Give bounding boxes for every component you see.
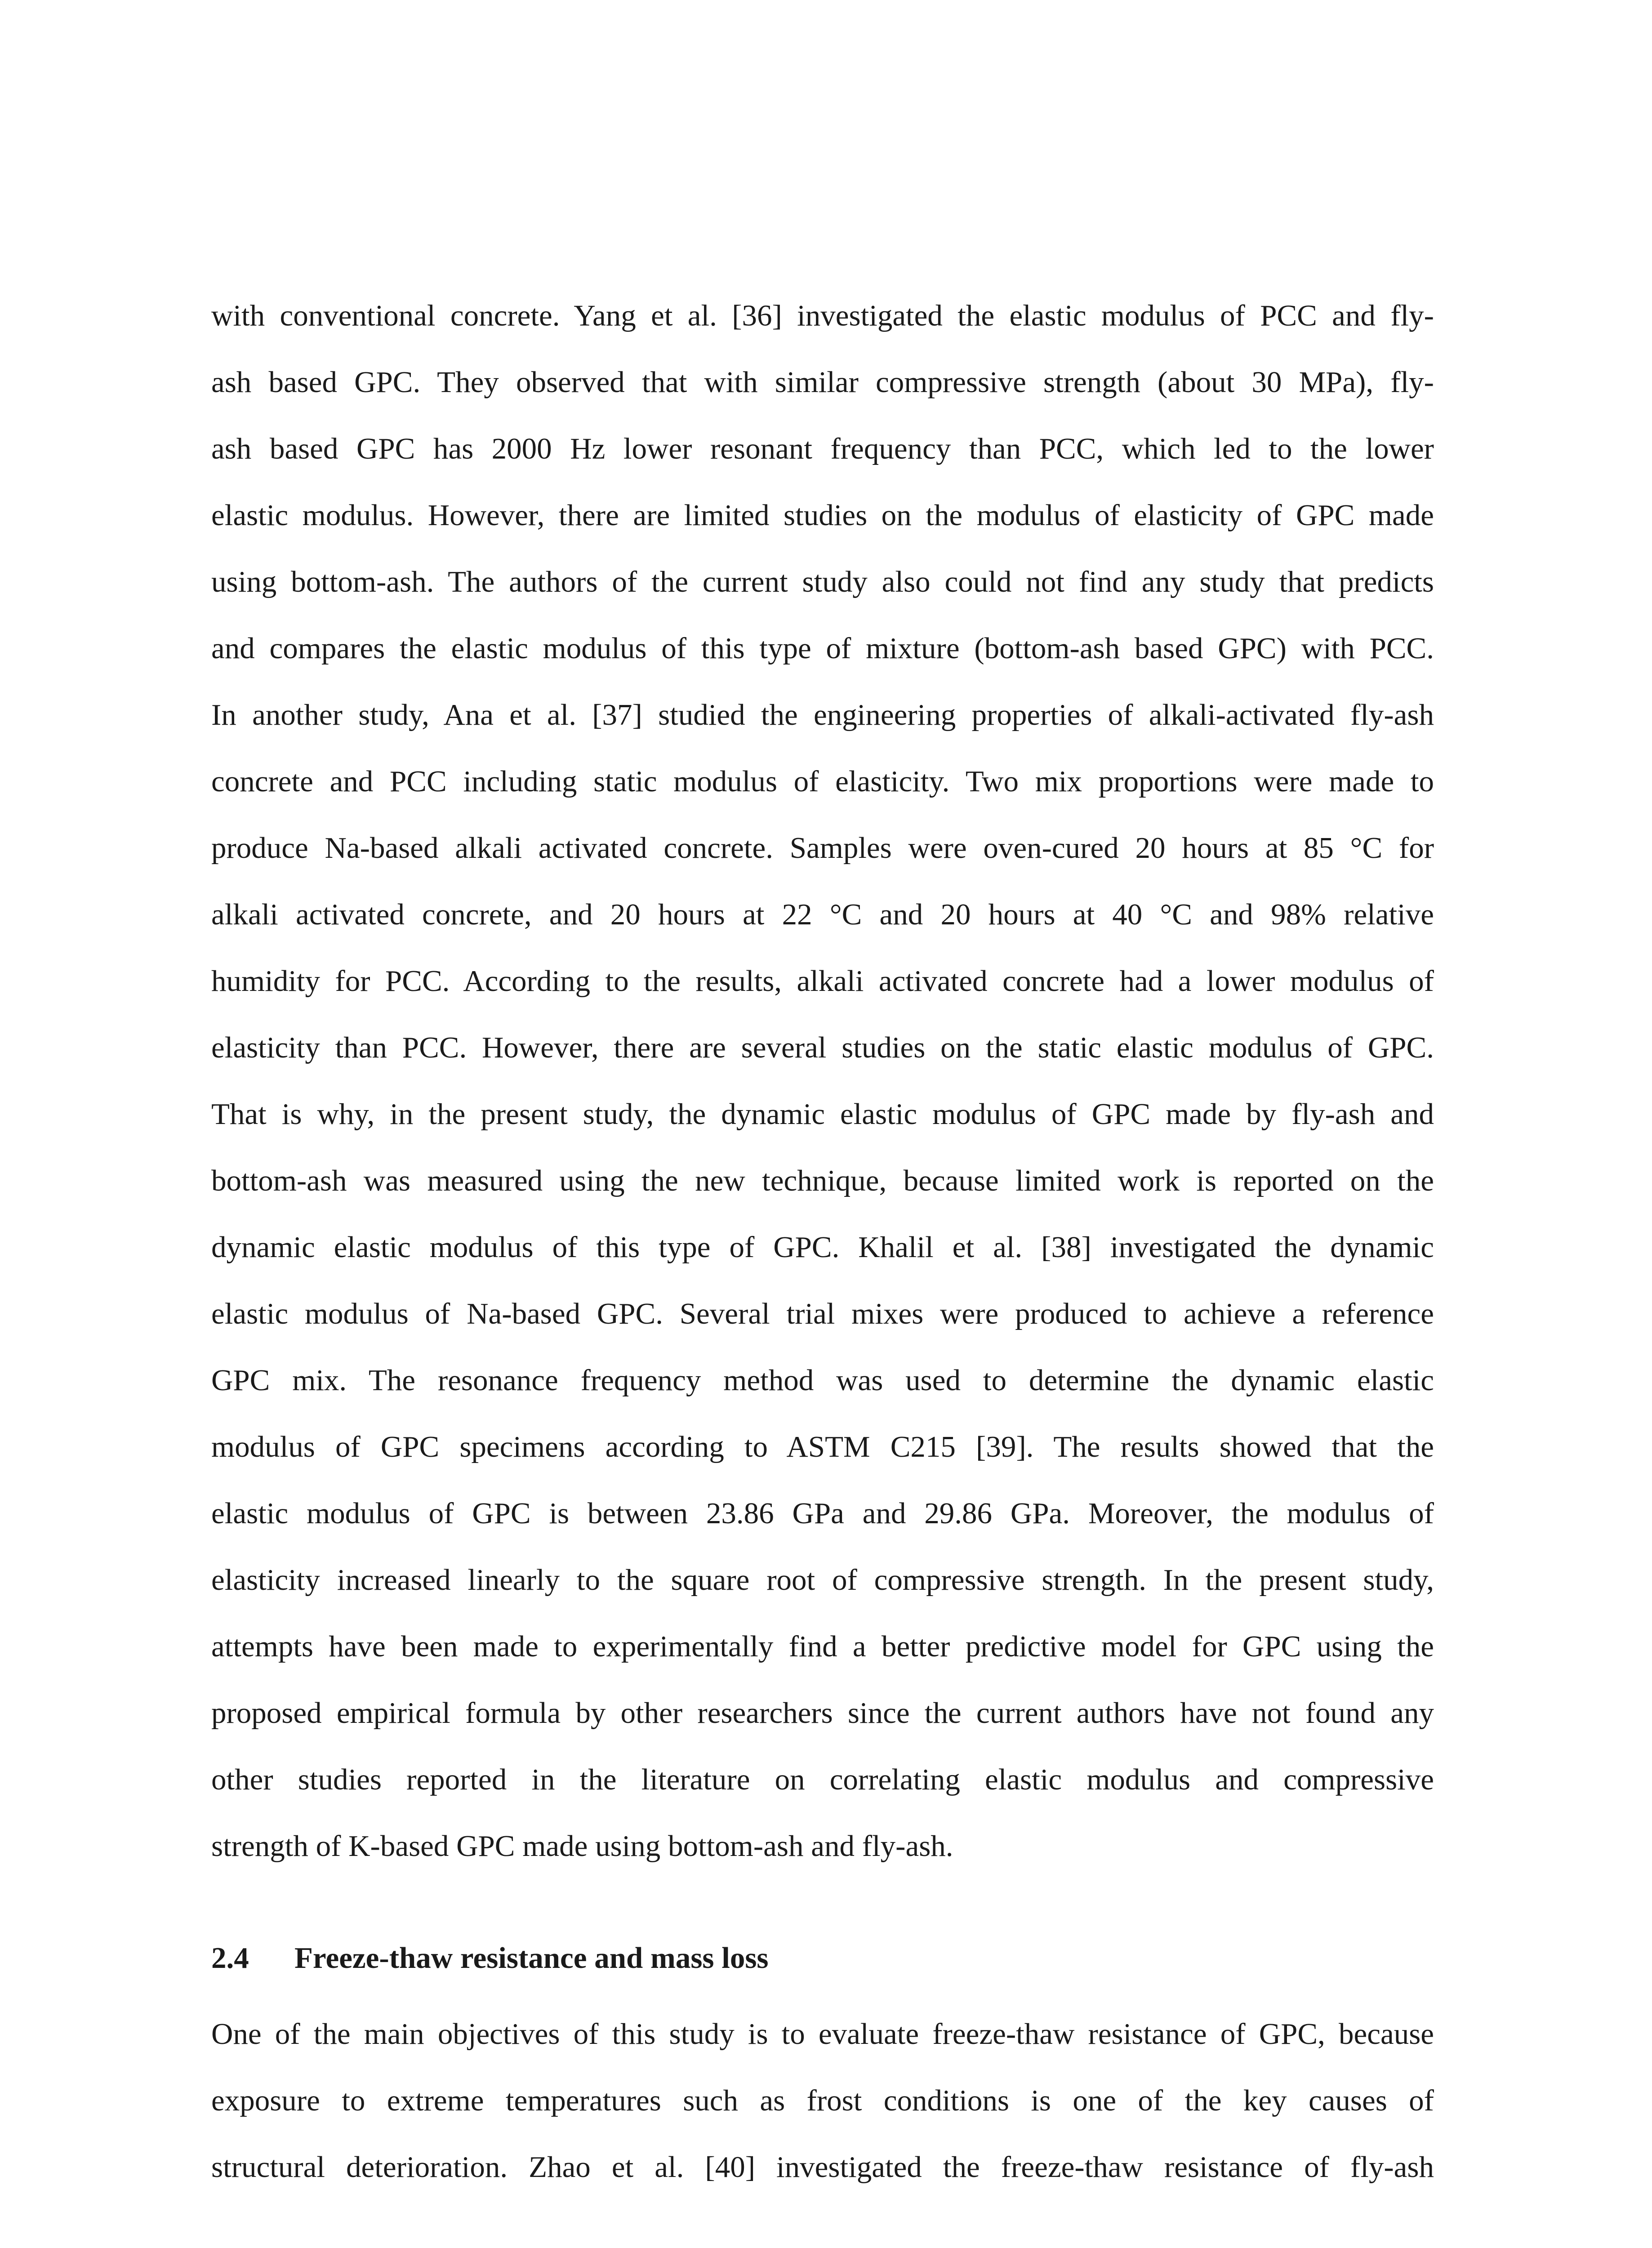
paragraph-line: produce Na-based alkali activated concrete. Samples were oven-cured 20 hours at 85 °C for: [211, 831, 1434, 865]
body-paragraph-2: [211, 2001, 1434, 2200]
paragraph-line: elasticity than PCC. However, there are several studies on the static elastic modulus of GPC.: [211, 1031, 1434, 1064]
paragraph-line: other studies reported in the literature on correlating elastic modulus and compressive: [211, 1763, 1434, 1796]
paragraph-line: with conventional concrete. Yang et al. [36] investigated the elastic modulus of PCC and fly-: [211, 299, 1434, 332]
paragraph-line: elasticity increased linearly to the square root of compressive strength. In the present study,: [211, 1563, 1434, 1597]
paragraph-line: That is why, in the present study, the dynamic elastic modulus of GPC made by fly-ash and: [211, 1097, 1434, 1131]
paragraph-line: and compares the elastic modulus of this type of mixture (bottom-ash based GPC) with PCC.: [211, 632, 1434, 665]
paragraph-line: bottom-ash was measured using the new technique, because limited work is reported on the: [211, 1164, 1434, 1197]
body-paragraph-1: [211, 282, 1434, 1879]
paragraph-line: ash based GPC has 2000 Hz lower resonant frequency than PCC, which led to the lower: [211, 432, 1434, 465]
paragraph-line: structural deterioration. Zhao et al. [40] investigated the freeze-thaw resistance of fly-ash: [211, 2150, 1434, 2184]
paragraph-line: elastic modulus of GPC is between 23.86 GPa and 29.86 GPa. Moreover, the modulus of: [211, 1497, 1434, 1530]
paragraph-line: humidity for PCC. According to the results, alkali activated concrete had a lower modulus of: [211, 964, 1434, 998]
paragraph-line: ash based GPC. They observed that with similar compressive strength (about 30 MPa), fly-: [211, 366, 1434, 399]
paragraph-line: In another study, Ana et al. [37] studied the engineering properties of alkali-activated fly-ash: [211, 698, 1434, 731]
paragraph-line: dynamic elastic modulus of this type of GPC. Khalil et al. [38] investigated the dynamic: [211, 1231, 1434, 1264]
paragraph-line: attempts have been made to experimentally find a better predictive model for GPC using the: [211, 1630, 1434, 1663]
paragraph-line: modulus of GPC specimens according to ASTM C215 [39]. The results showed that the: [211, 1430, 1434, 1463]
paragraph-line: GPC mix. The resonance frequency method was used to determine the dynamic elastic: [211, 1364, 1434, 1397]
paragraph-line: elastic modulus. However, there are limited studies on the modulus of elasticity of GPC made: [211, 499, 1434, 532]
paragraph-line: proposed empirical formula by other researchers since the current authors have not found any: [211, 1696, 1434, 1730]
paragraph-line: elastic modulus of Na-based GPC. Several trial mixes were produced to achieve a reference: [211, 1297, 1434, 1330]
section-title: Freeze-thaw resistance and mass loss: [294, 1941, 769, 1975]
paragraph-line: alkali activated concrete, and 20 hours at 22 °C and 20 hours at 40 °C and 98% relative: [211, 898, 1434, 931]
paragraph-line: concrete and PCC including static modulus of elasticity. Two mix proportions were made to: [211, 765, 1434, 798]
paragraph-line: using bottom-ash. The authors of the current study also could not find any study that predicts: [211, 565, 1434, 598]
paragraph-line: One of the main objectives of this study is to evaluate freeze-thaw resistance of GPC, because: [211, 2017, 1434, 2051]
paragraph-line: strength of K-based GPC made using bottom-ash and fly-ash.: [211, 1829, 953, 1863]
section-heading: [211, 1933, 769, 1983]
paragraph-line: exposure to extreme temperatures such as frost conditions is one of the key causes of: [211, 2084, 1434, 2117]
section-number: 2.4: [211, 1941, 249, 1975]
